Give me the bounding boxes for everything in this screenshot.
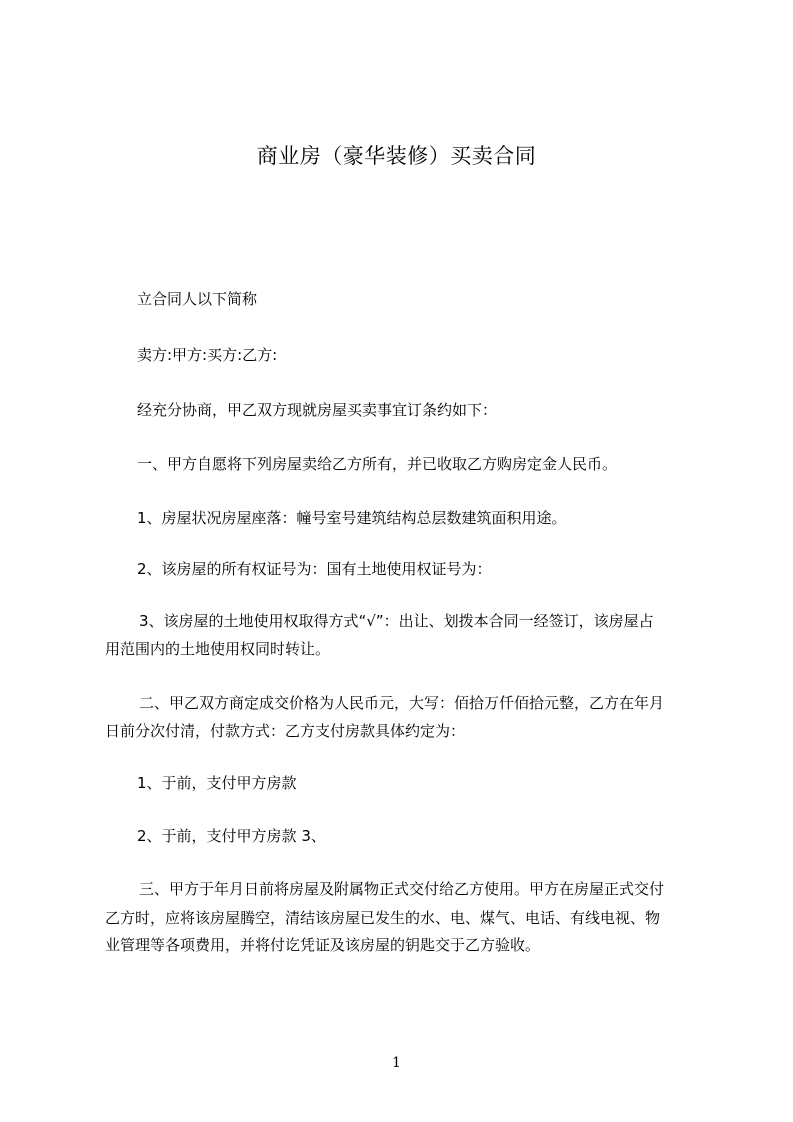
paragraph-clause-1-item-3-line-2: 用范围内的土地使用权同时转让。 bbox=[105, 640, 331, 658]
paragraph-clause-1-item-1: 1、房屋状况房屋座落：幢号室号建筑结构总层数建筑面积用途。 bbox=[137, 509, 567, 527]
paragraph-seller-buyer: 卖方:甲方:买方:乙方: bbox=[137, 346, 278, 364]
paragraph-payment-2: 2、于前，支付甲方房款 3、 bbox=[137, 827, 326, 845]
paragraph-clause-3-line-2: 乙方时，应将该房屋腾空，清结该房屋已发生的水、电、煤气、电话、有线电视、物 bbox=[105, 909, 661, 927]
paragraph-clause-2-line-2: 日前分次付清，付款方式：乙方支付房款具体约定为： bbox=[105, 722, 466, 740]
paragraph-clause-1: 一、甲方自愿将下列房屋卖给乙方所有，并已收取乙方购房定金人民币。 bbox=[137, 455, 618, 473]
paragraph-agreement-intro: 经充分协商，甲乙双方现就房屋买卖事宜订条约如下： bbox=[137, 401, 498, 419]
page-number: 1 bbox=[392, 1055, 401, 1071]
paragraph-parties: 立合同人以下简称 bbox=[137, 290, 258, 308]
paragraph-clause-3-line-3: 业管理等各项费用，并将付讫凭证及该房屋的钥匙交于乙方验收。 bbox=[105, 936, 541, 954]
paragraph-clause-1-item-2: 2、该房屋的所有权证号为：国有土地使用权证号为： bbox=[137, 560, 492, 578]
page-title: 商业房（豪华装修）买卖合同 bbox=[256, 144, 537, 168]
paragraph-clause-2-line-1: 二、甲乙双方商定成交价格为人民币元，大写：佰拾万仟佰拾元整，乙方在年月 bbox=[139, 694, 665, 712]
paragraph-clause-1-item-3-line-1: 3、该房屋的土地使用权取得方式“√”：出让、划拨本合同一经签订，该房屋占 bbox=[139, 612, 654, 630]
paragraph-payment-1: 1、于前，支付甲方房款 bbox=[137, 774, 297, 792]
paragraph-clause-3-line-1: 三、甲方于年月日前将房屋及附属物正式交付给乙方使用。甲方在房屋正式交付 bbox=[139, 880, 665, 898]
